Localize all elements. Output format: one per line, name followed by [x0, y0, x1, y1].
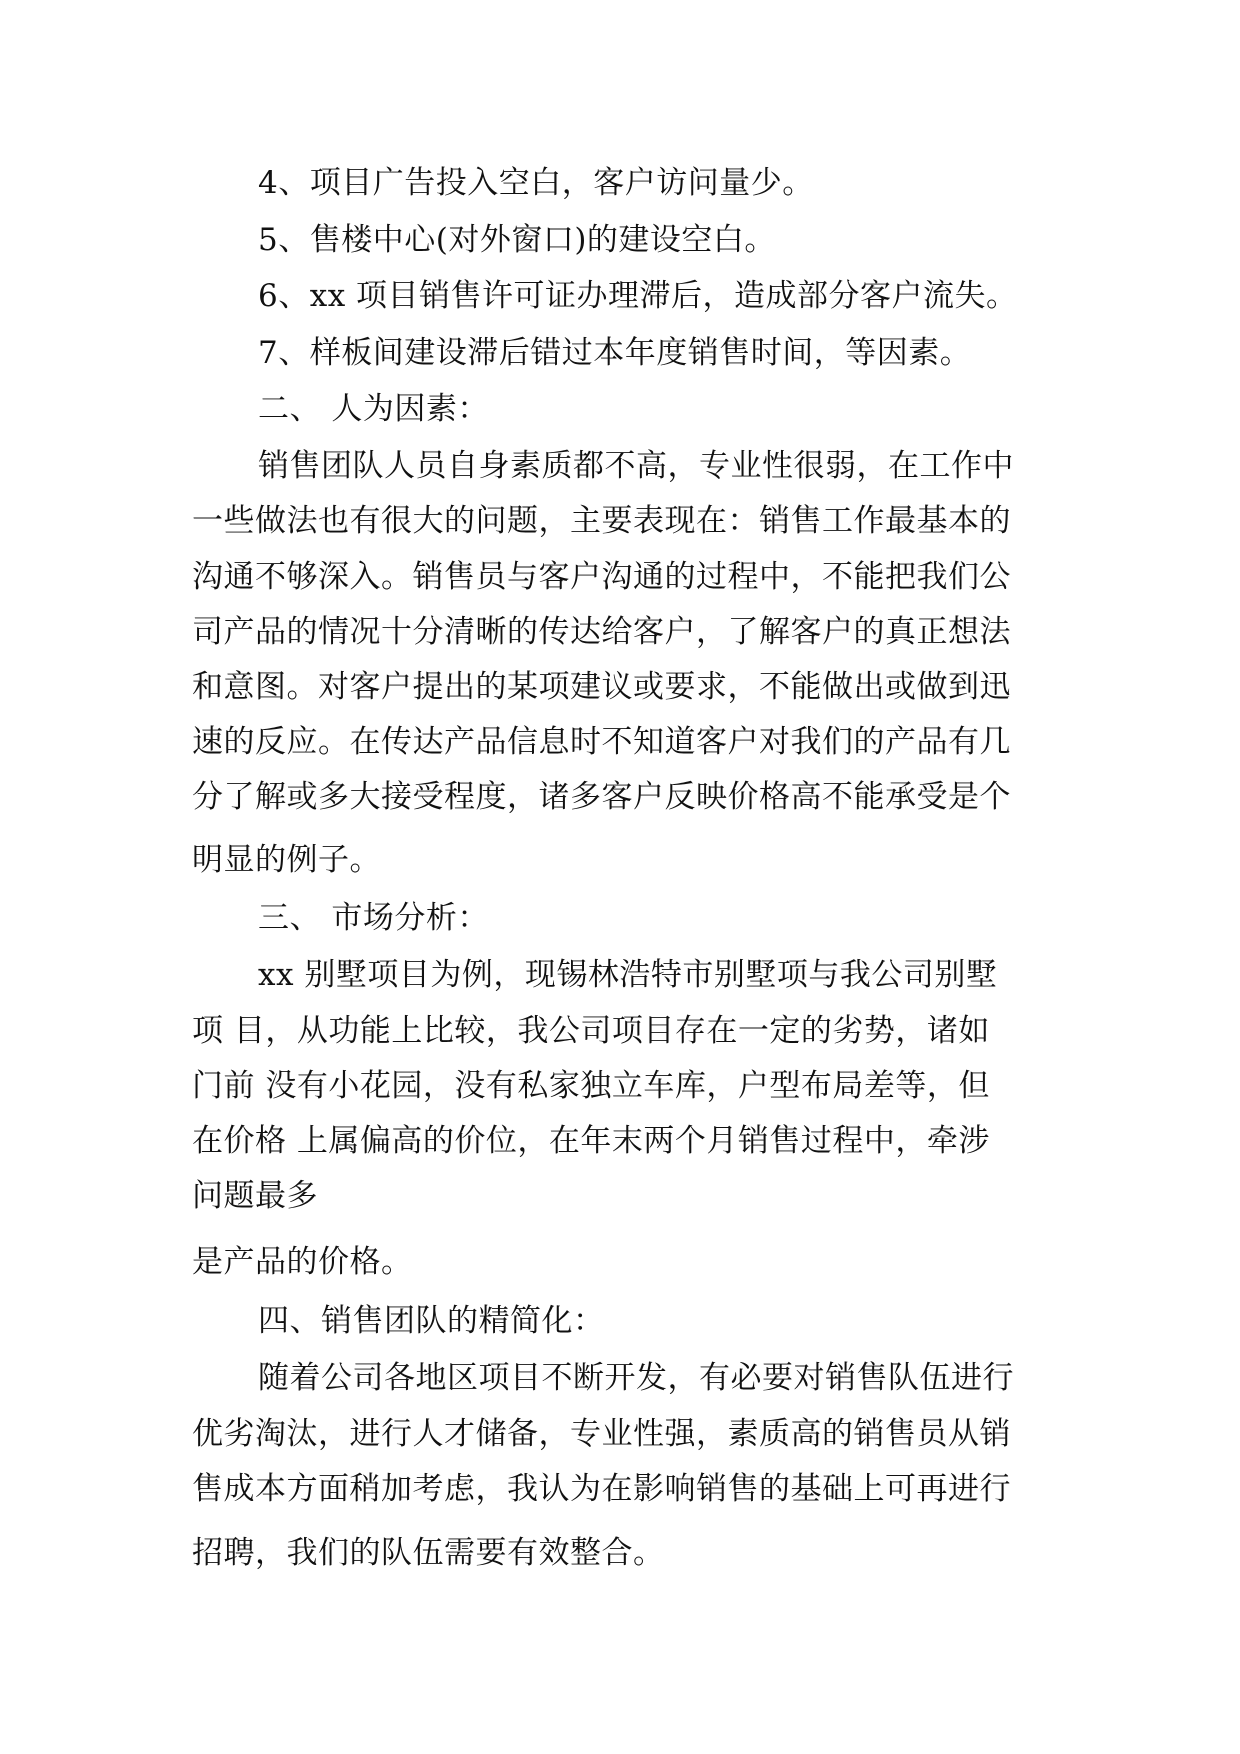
paragraph-human-factors-line-6: 速的反应。在传达产品信息时不知道客户对我们的产品有几	[192, 724, 1011, 760]
paragraph-human-factors-line-1: 销售团队人员自身素质都不高，专业性很弱，在工作中	[258, 448, 1014, 484]
paragraph-team-line-4: 招聘，我们的队伍需要有效整合。	[192, 1535, 665, 1571]
section-heading-market-analysis: 三、 市场分析：	[258, 900, 489, 936]
paragraph-market-line-1: xx 别墅项目为例，现锡林浩特市别墅项与我公司别墅	[258, 957, 998, 993]
paragraph-human-factors-line-7: 分了解或多大接受程度，诸多客户反映价格高不能承受是个	[192, 779, 1011, 815]
section-heading-human-factors: 二、 人为因素：	[258, 391, 489, 427]
paragraph-team-line-1: 随着公司各地区项目不断开发，有必要对销售队伍进行	[258, 1360, 1014, 1396]
paragraph-market-line-3: 门前 没有小花园，没有私家独立车库，户型布局差等，但	[192, 1068, 990, 1104]
section-heading-team-streamlining: 四、销售团队的精简化：	[258, 1303, 605, 1339]
paragraph-market-line-4: 在价格 上属偏高的价位，在年末两个月销售过程中，牵涉	[192, 1123, 990, 1159]
paragraph-human-factors-line-8: 明显的例子。	[192, 842, 381, 878]
paragraph-market-line-5: 问题最多	[192, 1178, 318, 1214]
item-6-sales-permit: 6、xx 项目销售许可证办理滞后，造成部分客户流失。	[258, 278, 1018, 314]
item-4-ad-investment: 4、项目广告投入空白，客户访问量少。	[258, 165, 814, 201]
item-5-sales-center: 5、售楼中心(对外窗口)的建设空白。	[258, 222, 776, 258]
paragraph-human-factors-line-3: 沟通不够深入。销售员与客户沟通的过程中，不能把我们公	[192, 559, 1011, 595]
paragraph-team-line-3: 售成本方面稍加考虑，我认为在影响销售的基础上可再进行	[192, 1471, 1011, 1507]
paragraph-market-line-2: 项 目，从功能上比较，我公司项目存在一定的劣势，诸如	[192, 1013, 990, 1049]
paragraph-human-factors-line-4: 司产品的情况十分清晰的传达给客户，了解客户的真正想法	[192, 614, 1011, 650]
item-7-model-room: 7、样板间建设滞后错过本年度销售时间，等因素。	[258, 335, 972, 371]
paragraph-team-line-2: 优劣淘汰，进行人才储备，专业性强，素质高的销售员从销	[192, 1416, 1011, 1452]
paragraph-human-factors-line-5: 和意图。对客户提出的某项建议或要求，不能做出或做到迅	[192, 669, 1011, 705]
paragraph-human-factors-line-2: 一些做法也有很大的问题，主要表现在：销售工作最基本的	[192, 503, 1011, 539]
paragraph-market-line-6: 是产品的价格。	[192, 1244, 413, 1280]
